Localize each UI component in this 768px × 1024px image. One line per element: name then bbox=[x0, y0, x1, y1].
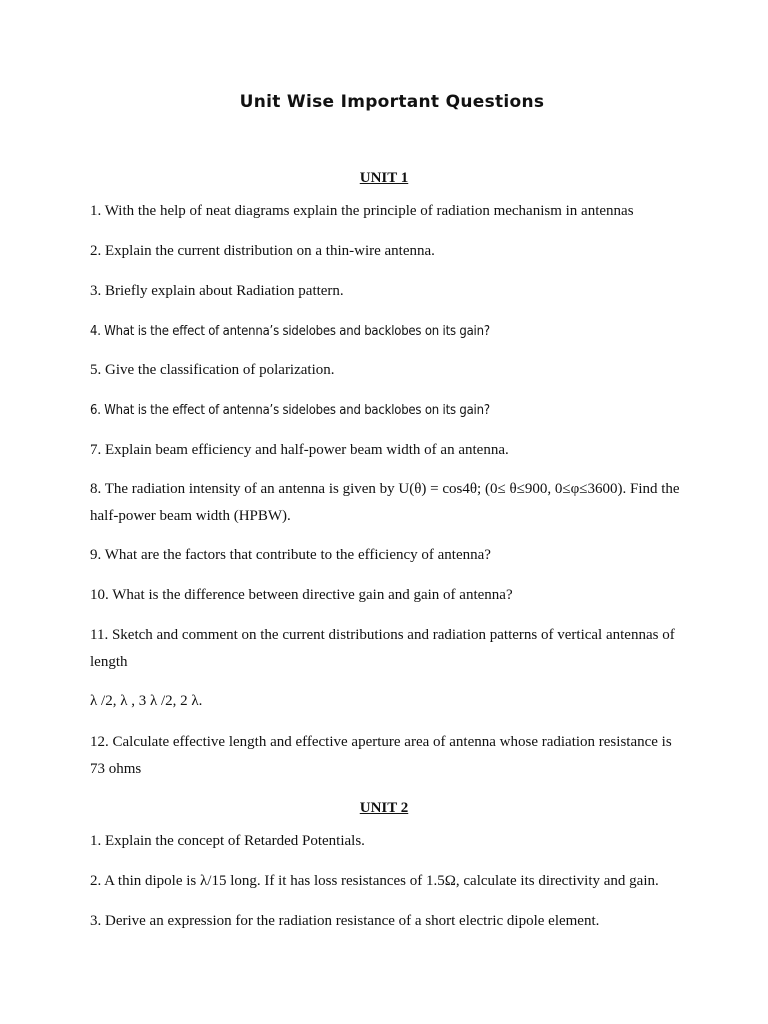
unit-1-question-12: 12. Calculate effective length and effective aperture area of antenna whose radiation resistance is 73 ohms bbox=[90, 734, 672, 777]
unit-1-question-7: 7. Explain beam efficiency and half-power beam width of an antenna. bbox=[90, 442, 509, 458]
unit-1-heading: UNIT 1 bbox=[359, 170, 409, 186]
unit-1-question-5: 5. Give the classification of polarization. bbox=[90, 362, 335, 378]
unit-1-question-3: 3. Briefly explain about Radiation pattern. bbox=[90, 283, 344, 299]
unit-1-question-1: 1. With the help of neat diagrams explain the principle of radiation mechanism in antennas bbox=[90, 203, 634, 219]
unit-2-heading: UNIT 2 bbox=[359, 800, 409, 816]
unit-1-question-10: 10. What is the difference between directive gain and gain of antenna? bbox=[90, 587, 513, 603]
unit-2-question-1: 1. Explain the concept of Retarded Potentials. bbox=[90, 833, 365, 849]
unit-1-question-4: 4. What is the effect of antenna’s sidelobes and backlobes on its gain? bbox=[90, 324, 490, 339]
unit-1-question-2: 2. Explain the current distribution on a thin-wire antenna. bbox=[90, 243, 435, 259]
unit-1-question-11: 11. Sketch and comment on the current distributions and radiation patterns of vertical antennas of length bbox=[90, 627, 675, 670]
unit-2-question-2: 2. A thin dipole is λ/15 long. If it has loss resistances of 1.5Ω, calculate its directivity and gain. bbox=[90, 873, 659, 889]
unit-2-question-3: 3. Derive an expression for the radiation resistance of a short electric dipole element. bbox=[90, 913, 600, 929]
unit-1-question-9: 9. What are the factors that contribute to the efficiency of antenna? bbox=[90, 547, 491, 563]
document-title: Unit Wise Important Questions bbox=[239, 92, 545, 112]
unit-1-question-11-lengths: λ /2, λ , 3 λ /2, 2 λ. bbox=[90, 693, 203, 709]
unit-1-question-6: 6. What is the effect of antenna’s sidelobes and backlobes on its gain? bbox=[90, 403, 490, 418]
unit-1-question-8: 8. The radiation intensity of an antenna is given by U(θ) = cos4θ; (0≤ θ≤900, 0≤φ≤3600). Find the half-power beam width (HPBW). bbox=[90, 481, 680, 524]
